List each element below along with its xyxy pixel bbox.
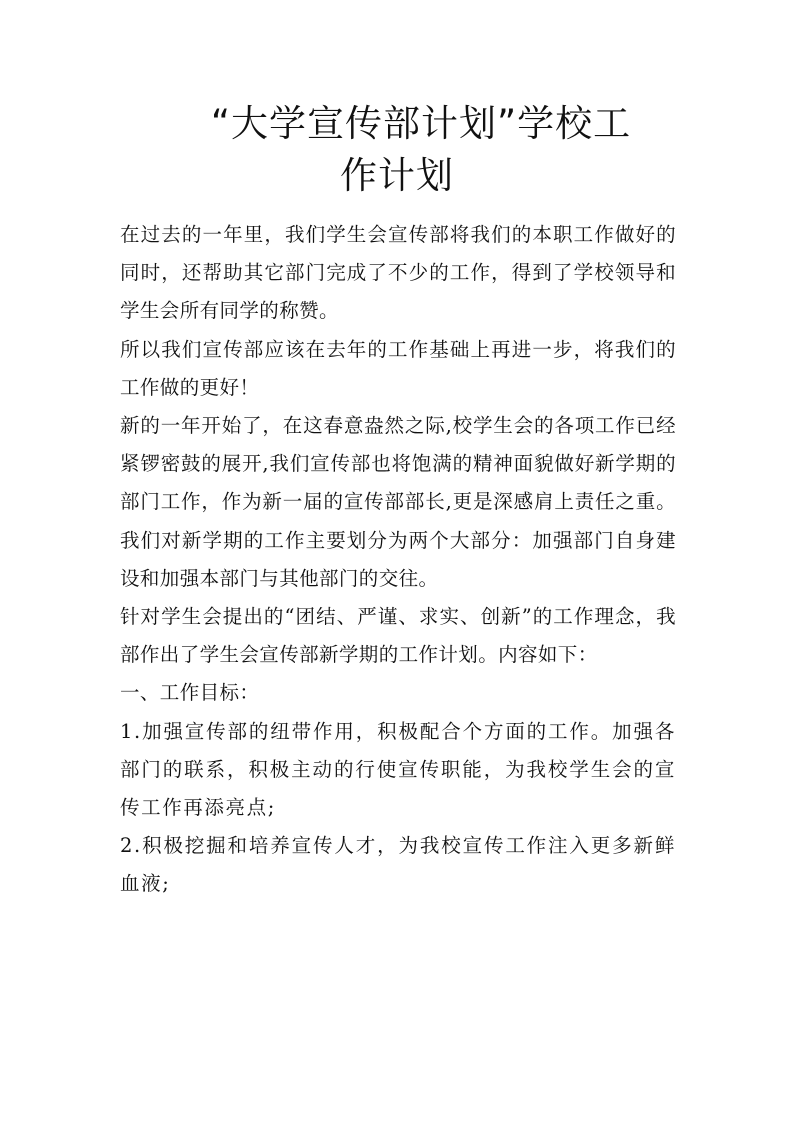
- paragraph-plan-intro: 针对学生会提出的“团结、严谨、求实、创新”的工作理念，我部作出了学生会宣传部新学期的工作计划。内容如下：: [120, 605, 676, 667]
- title-line-1: “大学宣传部计划”学校工: [210, 102, 632, 145]
- list-item-goal-1: 1.加强宣传部的纽带作用，积极配合个方面的工作。加强各部门的联系，积极主动的行使宣传职能，为我校学生会的宣传工作再添亮点;: [120, 719, 676, 820]
- section-heading-work-goals: 一、工作目标：: [120, 681, 260, 705]
- paragraph-intro: 在过去的一年里，我们学生会宣传部将我们的本职工作做好的同时，还帮助其它部门完成了不少的工作，得到了学校领导和学生会所有同学的称赞。: [120, 223, 676, 323]
- document-title: [120, 98, 674, 202]
- paragraph-new-year: 新的一年开始了，在这春意盎然之际,校学生会的各项工作已经紧锣密鼓的展开,我们宣传部也将饱满的精神面貌做好新学期的部门工作，作为新一届的宣传部部长,更是深感肩上责任之重。我们对新学期的工作主要划分为两个大部分：加强部门自身建设和加强本部门与其他部门的交往。: [120, 414, 676, 590]
- list-item-goal-2: 2.积极挖掘和培养宣传人才，为我校宣传工作注入更多新鲜血液;: [120, 834, 676, 896]
- paragraph-goal-statement: 所以我们宣传部应该在去年的工作基础上再进一步，将我们的工作做的更好！: [120, 337, 676, 399]
- title-line-2: 作计划: [340, 154, 454, 197]
- document-body: [120, 216, 676, 904]
